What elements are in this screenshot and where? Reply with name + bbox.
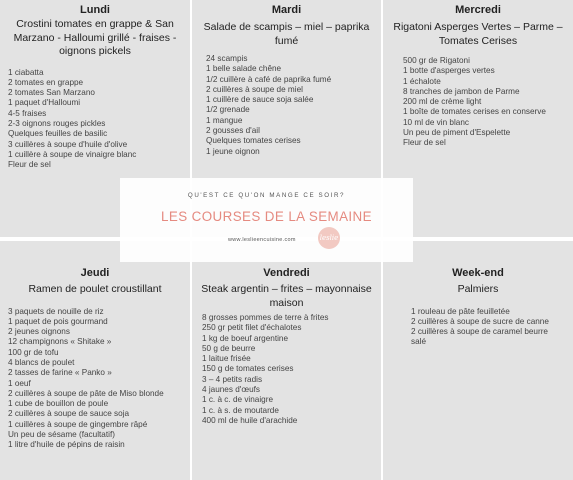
ingredient-item: 1 oeuf [8, 378, 31, 388]
day-card-vendredi [192, 241, 381, 480]
ingredient-list [8, 68, 190, 171]
ingredient-item: 1 cuillère à soupe de vinaigre blanc [8, 149, 137, 159]
ingredient-list [206, 54, 381, 157]
day-title: Mercredi [455, 4, 501, 16]
ingredient-item: 3 cuillères à soupe d'huile d'olive [8, 139, 128, 149]
ingredient-item: Fleur de sel [8, 160, 51, 170]
weekly-shopping-banner [120, 178, 413, 262]
ingredient-item: 200 ml de crème light [403, 97, 482, 107]
ingredient-list [8, 307, 190, 451]
ingredient-item: 1 kg de boeuf argentine [202, 333, 289, 343]
ingredient-item: 2 cuillères à soupe de caramel beurre salé [411, 327, 548, 347]
ingredient-item: 12 champignons « Shitake » [8, 337, 112, 347]
ingredient-item: 2 cuillères à soupe de sauce soja [8, 409, 130, 419]
ingredient-item: 2 jeunes oignons [8, 327, 70, 337]
ingredient-item: 1 litre d'huile de pépins de raisin [8, 440, 125, 450]
ingredient-item: Un peu de sésame (facultatif) [8, 430, 115, 440]
ingredient-item: 3 paquets de nouille de riz [8, 306, 104, 316]
ingredient-item: 1 rouleau de pâte feuilletée [411, 306, 510, 316]
banner-kicker: QU'EST CE QU'ON MANGE CE SOIR? [187, 192, 346, 199]
ingredient-item: 8 tranches de jambon de Parme [403, 86, 520, 96]
ingredient-list [202, 313, 381, 426]
dish-title: Rigatoni Asperges Vertes – Parme – Tomates Cerises [393, 21, 563, 47]
dish-title: Steak argentin – frites – mayonnaise maison [201, 283, 372, 309]
ingredient-item: 1 ciabatta [8, 67, 44, 77]
ingredient-item: 2 tomates en grappe [8, 77, 84, 87]
ingredient-item: 1 cuillères à soupe de gingembre râpé [8, 419, 148, 429]
ingredient-item: 1/2 grenade [206, 105, 250, 115]
ingredient-item: 150 g de tomates cerises [202, 364, 294, 374]
ingredient-item: 1 cube de bouillon de poule [8, 399, 109, 409]
ingredient-item: 4 jaunes d'œufs [202, 385, 260, 395]
ingredient-item: Quelques feuilles de basilic [8, 129, 108, 139]
ingredient-item: 2 cuillères à soupe de miel [206, 84, 303, 94]
day-title: Mardi [271, 4, 302, 16]
ingredient-item: 2 tasses de farine « Panko » [8, 368, 112, 378]
ingredient-item: 1 cuillère de sauce soja salée [206, 95, 314, 105]
dish-title: Crostini tomates en grappe & San Marzano - Halloumi grillé - fraises - oignons pickels [13, 18, 177, 57]
day-title: Week-end [452, 267, 504, 279]
banner-site-url: www.leslieencuisine.com [228, 237, 296, 243]
day-title: Vendredi [263, 267, 310, 279]
ingredient-item: 1 botte d'asperges vertes [403, 66, 495, 76]
ingredient-item: 1 mangue [206, 115, 243, 125]
ingredient-item: 4-5 fraises [8, 108, 47, 118]
ingredient-item: 400 ml de huile d'arachide [202, 415, 298, 425]
banner-title: LES COURSES DE LA SEMAINE [161, 209, 372, 224]
ingredient-item: 24 scampis [206, 54, 248, 63]
ingredient-item: 10 ml de vin blanc [403, 117, 469, 127]
ingredient-item: Fleur de sel [403, 138, 446, 148]
dish-title: Palmiers [457, 283, 499, 295]
ingredient-item: 1 boîte de tomates cerises en conserve [403, 107, 546, 117]
day-title: Lundi [80, 4, 110, 16]
ingredient-item: 1/2 cuillère à café de paprika fumé [206, 74, 332, 84]
ingredient-list [411, 307, 573, 348]
ingredient-item: 50 g de beurre [202, 343, 256, 353]
ingredient-item: 2 cuillères à soupe de sucre de canne [411, 316, 549, 326]
ingredient-item: 1 laitue frisée [202, 354, 251, 364]
ingredient-item: 8 grosses pommes de terre à frites [202, 313, 329, 322]
logo-text: leslie [319, 234, 339, 242]
ingredient-item: 1 c. à c. de vinaigre [202, 395, 273, 405]
dish-title: Ramen de poulet croustillant [28, 283, 162, 295]
ingredient-item: 4 blancs de poulet [8, 357, 75, 367]
day-title: Jeudi [80, 267, 110, 279]
ingredient-item: 500 gr de Rigatoni [403, 56, 470, 65]
ingredient-item: 2 cuillères à soupe de pâte de Miso blonde [8, 388, 164, 398]
ingredient-item: 2 tomates San Marzano [8, 88, 95, 98]
ingredient-item: 1 jeune oignon [206, 146, 260, 156]
day-card-jeudi [0, 241, 190, 480]
dish-title: Salade de scampis – miel – paprika fumé [203, 21, 370, 47]
ingredient-item: 2-3 oignons rouges pickles [8, 118, 106, 128]
ingredient-item: 3 – 4 petits radis [202, 374, 263, 384]
ingredient-item: Quelques tomates cerises [206, 136, 301, 146]
ingredient-item: 2 gousses d'ail [206, 126, 260, 136]
ingredient-item: 1 c. à s. de moutarde [202, 405, 279, 415]
ingredient-item: 1 paquet d'Halloumi [8, 98, 81, 108]
day-card-week-end [383, 241, 573, 480]
ingredient-item: 250 gr petit filet d'échalotes [202, 323, 302, 333]
leslie-logo [318, 227, 340, 249]
ingredient-list [403, 56, 573, 149]
ingredient-item: 100 gr de tofu [8, 347, 59, 357]
ingredient-item: Un peu de piment d'Espelette [403, 128, 511, 138]
ingredient-item: 1 échalote [403, 76, 441, 86]
ingredient-item: 1 paquet de pois gourmand [8, 316, 108, 326]
ingredient-item: 1 belle salade chêne [206, 64, 282, 74]
